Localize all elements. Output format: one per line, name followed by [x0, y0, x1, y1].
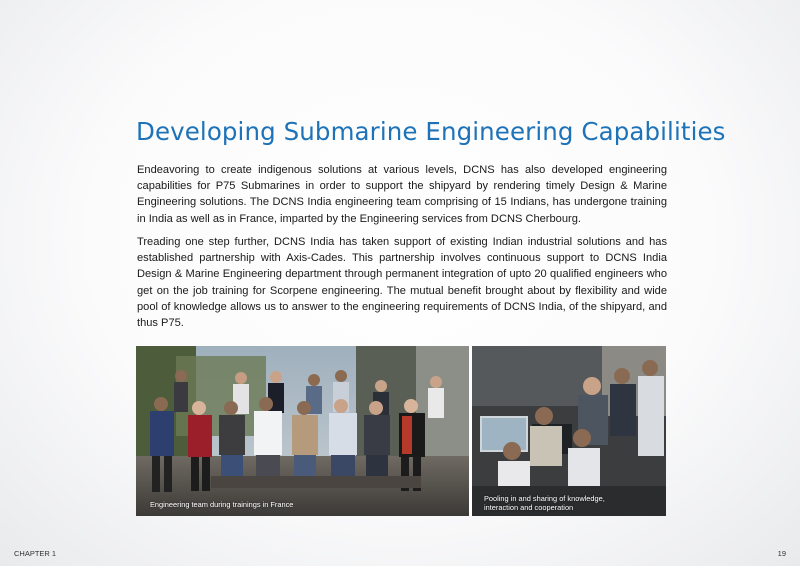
page-title: Developing Submarine Engineering Capabilities — [136, 117, 726, 146]
photo-strip — [136, 346, 666, 516]
intro-paragraph: Endeavoring to create indigenous solutions at various levels, DCNS has also developed engineering capabilities for P75 Submarines in order to support the shipyard by rendering timely Design & Marine Engineering solutions. The DCNS India engineering team comprising of 15 Indians, has undergone training in India as well as in France, imparted by the Engineering services from DCNS Cherbourg. — [137, 164, 667, 225]
chapter-label: CHAPTER 1 — [14, 549, 57, 558]
team-photo-caption: Engineering team during trainings in France — [150, 500, 294, 509]
page-number: 19 — [777, 549, 786, 558]
knowledge-sharing-photo — [472, 346, 666, 516]
partnership-paragraph: Treading one step further, DCNS India has taken support of existing Indian industrial solutions and has established partnership with Axis-Cades. This partnership involves continuous support to DCNS India Design & Marine Engineering department through permanent integration of upto 20 qualified engineers who get on the job training for Scorpene engineering. The mutual benefit brought about by flexibility and wide pool of knowledge allows us to answer to the engineering requirements of DCNS India, of the shipyard, and thus P75. — [137, 236, 667, 330]
knowledge-photo-caption: Pooling in and sharing of knowledge, interaction and cooperation — [484, 494, 605, 512]
knowledge-sharing-photo-image — [472, 346, 666, 516]
team-group-photo-image — [136, 346, 469, 516]
team-group-photo — [136, 346, 469, 516]
